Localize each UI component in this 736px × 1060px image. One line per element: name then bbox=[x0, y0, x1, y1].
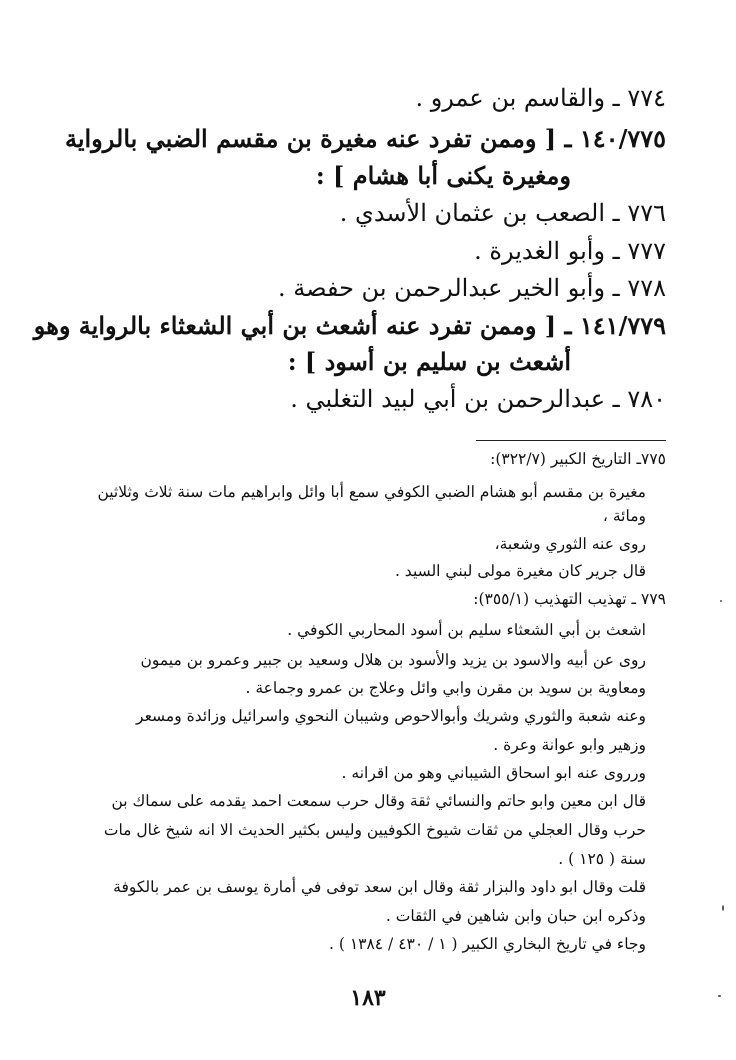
scan-speck bbox=[720, 600, 722, 602]
scan-speck bbox=[718, 995, 721, 997]
footnote-line: حرب وقال العجلي من ثقات شيوخ الكوفيين وليس بكثير الحديث الا انه شيخ غال مات bbox=[103, 821, 646, 839]
scan-speck bbox=[722, 905, 724, 911]
footnote-separator bbox=[476, 440, 666, 441]
footnote-line: قال ابن معين وابو حاتم والنسائي ثقة وقال حرب سمعت احمد يقدمه على سماك بن bbox=[111, 792, 646, 810]
footnote-line: ومائة ، bbox=[602, 507, 646, 525]
page-number: ١٨٣ bbox=[350, 985, 386, 1011]
main-line-775-heading-cont: ومغيرة يكنى أبا هشام ] : bbox=[315, 161, 571, 190]
footnote-line: ومعاوية بن سويد بن مقرن وابي وائل وعلاج بن عمرو وجماعة . bbox=[245, 679, 646, 697]
main-line-776: ٧٧٦ ـ الصعب بن عثمان الأسدي . bbox=[339, 199, 666, 227]
footnote-779-source: ٧٧٩ ـ تهذيب التهذيب (٣٥٥/١): bbox=[473, 590, 666, 608]
main-line-774: ٧٧٤ ـ والقاسم بن عمرو . bbox=[415, 84, 666, 112]
footnote-line: وعنه شعبة والثوري وشريك وأبوالاحوص وشيبان النحوي واسرائيل وزائدة ومسعر bbox=[136, 707, 646, 725]
footnote-line: قلت وقال ابو داود والبزار ثقة وقال ابن سعد توفى في أمارة يوسف بن عمر بالكوفة bbox=[113, 878, 646, 896]
footnote-line: قال جرير كان مغيرة مولى لبني السيد . bbox=[394, 562, 646, 580]
main-line-778: ٧٧٨ ـ وأبو الخير عبدالرحمن بن حفصة . bbox=[278, 274, 666, 302]
footnote-line: وذكره ابن حبان وابن شاهين في الثقات . bbox=[385, 907, 646, 925]
footnote-775-source: ٧٧٥ـ التاريخ الكبير (٣٢٢/٧): bbox=[490, 450, 666, 468]
footnote-line: روى عن أبيه والاسود بن يزيد والأسود بن هلال وسعيد بن جبير وعمرو بن ميمون bbox=[140, 651, 646, 669]
main-line-777: ٧٧٧ ـ وأبو الغديرة . bbox=[474, 237, 666, 265]
footnote-line: وزهير وابو عوانة وعرة . bbox=[493, 736, 646, 754]
footnote-line: اشعث بن أبي الشعثاء سليم بن أسود المحاربي الكوفي . bbox=[287, 621, 646, 639]
footnote-line: ورروى عنه ابو اسحاق الشيباني وهو من اقرانه . bbox=[341, 764, 646, 782]
main-line-779-heading-cont: أشعث بن سليم بن أسود ] : bbox=[287, 347, 571, 376]
footnote-line: وجاء في تاريخ البخاري الكبير ( ١ / ٤٣٠ / ١٣٨٤ ) . bbox=[328, 935, 646, 953]
main-line-780: ٧٨٠ ـ عبدالرحمن بن أبي لبيد التغلبي . bbox=[290, 385, 666, 413]
main-line-775-heading: ١٤٠/٧٧٥ ـ [ وممن تفرد عنه مغيرة بن مقسم الضبي بالرواية bbox=[64, 124, 666, 153]
main-line-779-heading: ١٤١/٧٧٩ ـ [ وممن تفرد عنه أشعث بن أبي الشعثاء بالرواية وهو bbox=[33, 311, 666, 340]
footnote-line: روى عنه الثوري وشعبة، bbox=[494, 535, 646, 553]
footnote-line: سنة ( ١٢٥ ) . bbox=[558, 850, 646, 868]
footnote-line: مغيرة بن مقسم أبو هشام الضبي الكوفي سمع أبا وائل وابراهيم مات سنة ثلاث وثلاثين bbox=[97, 483, 646, 501]
